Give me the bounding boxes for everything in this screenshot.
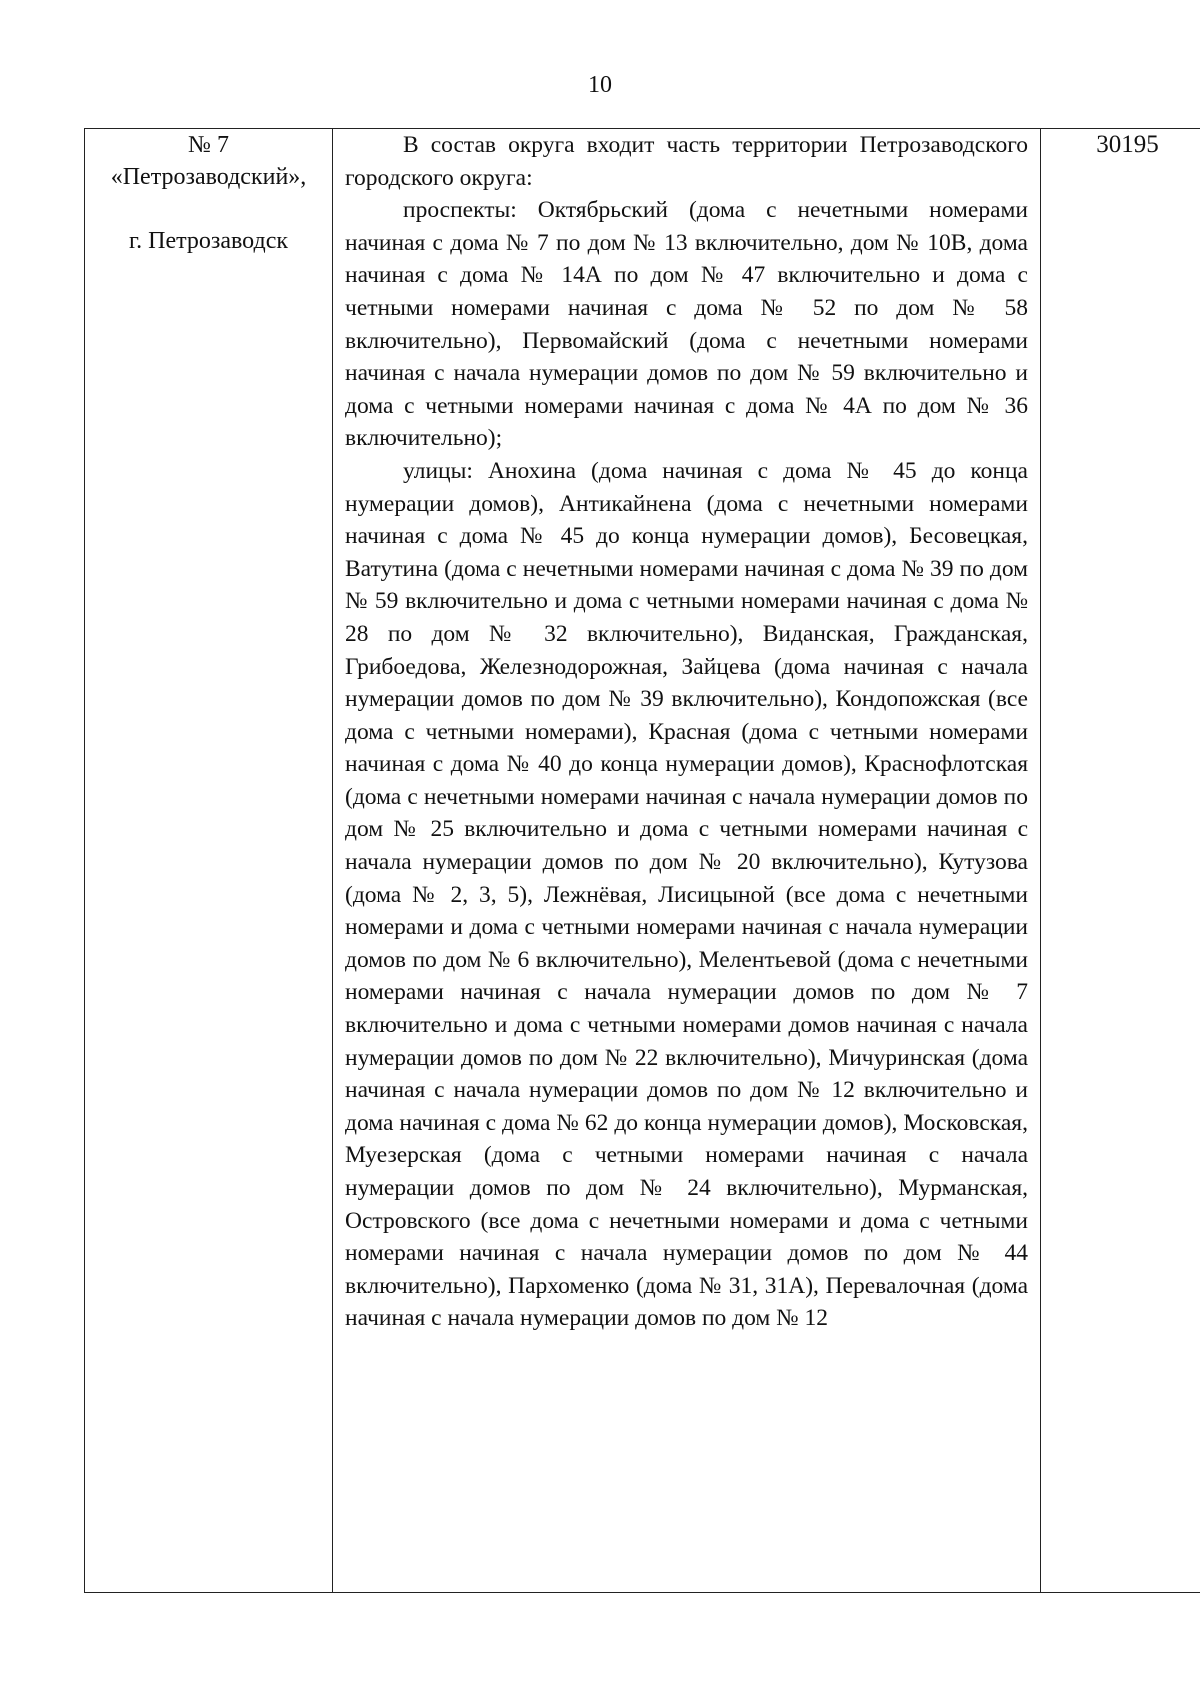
district-number: № 7 [188,132,229,158]
district-cell [85,129,333,1593]
district-name: «Петрозаводский», [110,164,307,190]
voters-count: 30195 [1096,131,1159,158]
description-cell [333,129,1041,1593]
page-number: 10 [588,72,612,98]
voters-cell [1041,129,1200,1593]
district-table [84,128,1200,1593]
description-intro: В состав округа входит часть территории Петрозаводского городского округа: [345,132,1028,191]
description-streets: улицы: Анохина (дома начиная с дома № 45 до конца нумерации домов), Антикайнена (дома с нечетными номерами начиная с дома № 45 до конца нумерации домов), Бесовецкая, Ватутина (дома с нечетными номерами начиная с дома № 39 по дом № 59 включительно и дома с четными номерами начиная с дома № 28 по дом № 32 включительно), Виданская, Гражданская, Грибоедова, Железнодорожная, Зайцева (дома начиная с начала нумерации домов по дом № 39 включительно), Кондопожская (все дома с четными номерами), Красная (дома с четными номерами начиная с дома № 40 до конца нумерации домов), Краснофлотская (дома с нечетными номерами начиная с начала нумерации домов по дом № 25 включительно и дома с четными номерами начиная с начала нумерации домов по дом № 20 включительно), Кутузова (дома № 2, 3, 5), Лежнёвая, Лисицыной (все дома с нечетными номерами и дома с четными номерами начиная с начала нумерации домов по дом № 6 включительно), Мелентьевой (дома с нечетными номерами начиная с начала нумерации домов по дом № 7 включительно и дома с четными номерами домов начиная с начала нумерации домов по дом № 22 включительно), Мичуринская (дома начиная с начала нумерации домов по дом № 12 включительно и дома начиная с дома № 62 до конца нумерации домов), Московская, Муезерская (дома с четными номерами начиная с начала нумерации домов по дом № 24 включительно), Мурманская, Островского (все дома с нечетными номерами и дома с четными номерами начиная с начала нумерации домов по дом № 44 включительно), Пархоменко (дома № 31, 31А), Перевалочная (дома начиная с начала нумерации домов по дом № 12 [345,457,1028,1332]
table-row [85,129,1200,1593]
district-city: г. Петрозаводск [128,228,289,254]
description-avenues: проспекты: Октябрьский (дома с нечетными номерами начиная с дома № 7 по дом № 13 включительно, дом № 10В, дома начиная с дома № 14А по дом № 47 включительно и дома с четными номерами начиная с дома № 52 по дом № 58 включительно), Первомайский (дома с нечетными номерами начиная с начала нумерации домов по дом № 59 включительно и дома с четными номерами начиная с дома № 4А по дом № 36 включительно); [345,197,1028,452]
